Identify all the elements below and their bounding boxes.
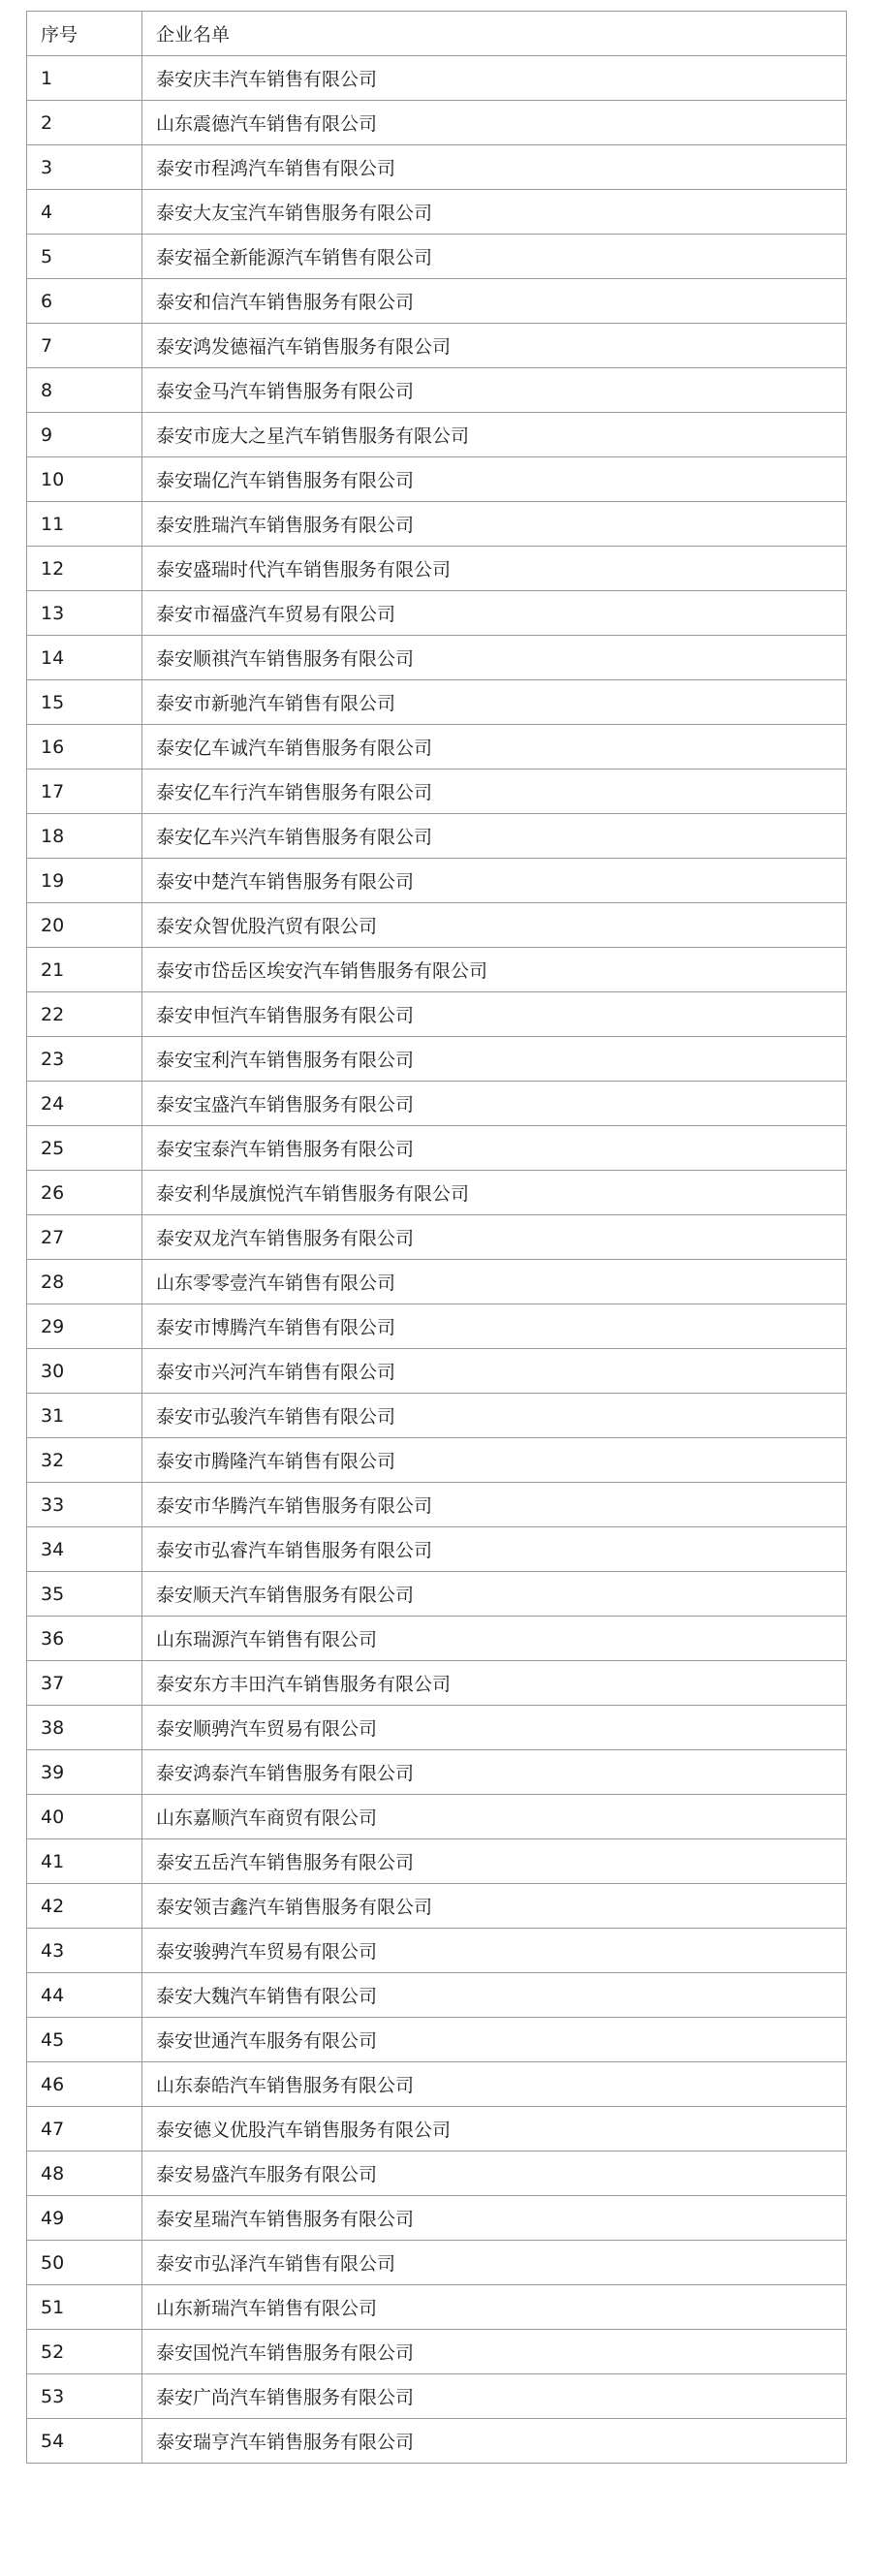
table-row [27,636,847,680]
table-row [27,2374,847,2419]
table-row [27,547,847,591]
table-row [27,1394,847,1438]
company-name-cell: 泰安市博腾汽车销售有限公司 [142,1304,847,1349]
serial-number-cell: 2 [27,101,142,145]
table-row [27,2285,847,2330]
serial-number-cell: 43 [27,1929,142,1973]
header-serial-number: 序号 [27,12,142,56]
company-name-cell: 泰安易盛汽车服务有限公司 [142,2152,847,2196]
table-row [27,235,847,279]
company-name-cell: 泰安大友宝汽车销售服务有限公司 [142,190,847,235]
company-name-cell: 泰安市华腾汽车销售服务有限公司 [142,1483,847,1527]
company-name-cell: 泰安顺天汽车销售服务有限公司 [142,1572,847,1617]
table-row [27,368,847,413]
table-row [27,1438,847,1483]
table-row [27,1171,847,1215]
table-row [27,1260,847,1304]
company-name-cell: 泰安顺骋汽车贸易有限公司 [142,1706,847,1750]
table-row [27,1795,847,1839]
serial-number-cell: 12 [27,547,142,591]
serial-number-cell: 33 [27,1483,142,1527]
serial-number-cell: 34 [27,1527,142,1572]
company-name-cell: 泰安市福盛汽车贸易有限公司 [142,591,847,636]
company-name-cell: 山东嘉顺汽车商贸有限公司 [142,1795,847,1839]
serial-number-cell: 1 [27,56,142,101]
company-name-cell: 泰安众智优股汽贸有限公司 [142,903,847,948]
serial-number-cell: 42 [27,1884,142,1929]
company-name-cell: 泰安盛瑞时代汽车销售服务有限公司 [142,547,847,591]
serial-number-cell: 52 [27,2330,142,2374]
company-name-cell: 泰安利华晟旗悦汽车销售服务有限公司 [142,1171,847,1215]
company-name-cell: 泰安市腾隆汽车销售有限公司 [142,1438,847,1483]
company-name-cell: 泰安德义优股汽车销售服务有限公司 [142,2107,847,2152]
table-row [27,2419,847,2464]
serial-number-cell: 50 [27,2241,142,2285]
serial-number-cell: 53 [27,2374,142,2419]
company-name-cell: 泰安五岳汽车销售服务有限公司 [142,1839,847,1884]
company-name-cell: 泰安鸿发德福汽车销售服务有限公司 [142,324,847,368]
serial-number-cell: 3 [27,145,142,190]
table-row [27,324,847,368]
company-name-cell: 泰安亿车行汽车销售服务有限公司 [142,770,847,814]
table-row [27,1349,847,1394]
serial-number-cell: 46 [27,2062,142,2107]
company-name-cell: 泰安宝盛汽车销售服务有限公司 [142,1082,847,1126]
serial-number-cell: 18 [27,814,142,859]
table-row [27,992,847,1037]
company-name-cell: 山东新瑞汽车销售有限公司 [142,2285,847,2330]
serial-number-cell: 26 [27,1171,142,1215]
serial-number-cell: 35 [27,1572,142,1617]
table-row [27,145,847,190]
serial-number-cell: 40 [27,1795,142,1839]
serial-number-cell: 24 [27,1082,142,1126]
company-name-cell: 泰安广尚汽车销售服务有限公司 [142,2374,847,2419]
company-name-cell: 泰安申恒汽车销售服务有限公司 [142,992,847,1037]
serial-number-cell: 44 [27,1973,142,2018]
table-header-row [27,12,847,56]
serial-number-cell: 45 [27,2018,142,2062]
table-row [27,1839,847,1884]
company-name-cell: 山东瑞源汽车销售有限公司 [142,1617,847,1661]
company-name-cell: 泰安市弘骏汽车销售有限公司 [142,1394,847,1438]
table-row [27,1706,847,1750]
table-body [27,56,847,2464]
serial-number-cell: 25 [27,1126,142,1171]
company-name-cell: 泰安瑞亿汽车销售服务有限公司 [142,457,847,502]
company-name-cell: 泰安中楚汽车销售服务有限公司 [142,859,847,903]
table-row [27,1617,847,1661]
serial-number-cell: 41 [27,1839,142,1884]
table-row [27,190,847,235]
serial-number-cell: 6 [27,279,142,324]
serial-number-cell: 30 [27,1349,142,1394]
serial-number-cell: 37 [27,1661,142,1706]
company-name-cell: 泰安亿车兴汽车销售服务有限公司 [142,814,847,859]
company-name-cell: 泰安市新驰汽车销售有限公司 [142,680,847,725]
header-company-name: 企业名单 [142,12,847,56]
table-row [27,1215,847,1260]
company-name-cell: 泰安市弘睿汽车销售服务有限公司 [142,1527,847,1572]
serial-number-cell: 32 [27,1438,142,1483]
company-name-cell: 泰安胜瑞汽车销售服务有限公司 [142,502,847,547]
company-name-cell: 泰安市兴河汽车销售有限公司 [142,1349,847,1394]
table-row [27,859,847,903]
company-name-cell: 泰安东方丰田汽车销售服务有限公司 [142,1661,847,1706]
serial-number-cell: 16 [27,725,142,770]
company-name-cell: 泰安市程鸿汽车销售有限公司 [142,145,847,190]
company-name-cell: 泰安瑞亨汽车销售服务有限公司 [142,2419,847,2464]
serial-number-cell: 39 [27,1750,142,1795]
serial-number-cell: 14 [27,636,142,680]
company-name-cell: 泰安顺祺汽车销售服务有限公司 [142,636,847,680]
table-row [27,413,847,457]
table-row [27,2152,847,2196]
serial-number-cell: 36 [27,1617,142,1661]
company-name-cell: 泰安星瑞汽车销售服务有限公司 [142,2196,847,2241]
table-row [27,814,847,859]
serial-number-cell: 28 [27,1260,142,1304]
table-row [27,1884,847,1929]
table-row [27,591,847,636]
table-row [27,2062,847,2107]
company-name-cell: 泰安福全新能源汽车销售有限公司 [142,235,847,279]
table-row [27,2018,847,2062]
serial-number-cell: 31 [27,1394,142,1438]
company-name-cell: 泰安国悦汽车销售服务有限公司 [142,2330,847,2374]
serial-number-cell: 19 [27,859,142,903]
table-row [27,948,847,992]
company-name-cell: 山东震德汽车销售有限公司 [142,101,847,145]
serial-number-cell: 7 [27,324,142,368]
company-name-cell: 泰安和信汽车销售服务有限公司 [142,279,847,324]
table-row [27,502,847,547]
serial-number-cell: 27 [27,1215,142,1260]
company-name-cell: 山东零零壹汽车销售有限公司 [142,1260,847,1304]
table-row [27,1483,847,1527]
table-row [27,1750,847,1795]
company-name-cell: 泰安市岱岳区埃安汽车销售服务有限公司 [142,948,847,992]
table-row [27,457,847,502]
serial-number-cell: 54 [27,2419,142,2464]
company-name-cell: 泰安宝利汽车销售服务有限公司 [142,1037,847,1082]
table-row [27,279,847,324]
company-name-cell: 泰安宝泰汽车销售服务有限公司 [142,1126,847,1171]
table-row [27,1527,847,1572]
table-row [27,1304,847,1349]
company-name-cell: 泰安领吉鑫汽车销售服务有限公司 [142,1884,847,1929]
serial-number-cell: 10 [27,457,142,502]
serial-number-cell: 48 [27,2152,142,2196]
company-name-cell: 泰安亿车诚汽车销售服务有限公司 [142,725,847,770]
table-row [27,903,847,948]
company-list-table [26,11,847,2464]
company-name-cell: 泰安双龙汽车销售服务有限公司 [142,1215,847,1260]
serial-number-cell: 21 [27,948,142,992]
table-row [27,1037,847,1082]
serial-number-cell: 38 [27,1706,142,1750]
table-row [27,1572,847,1617]
company-name-cell: 泰安鸿泰汽车销售服务有限公司 [142,1750,847,1795]
table-row [27,2107,847,2152]
serial-number-cell: 29 [27,1304,142,1349]
table-row [27,680,847,725]
company-name-cell: 泰安市庞大之星汽车销售服务有限公司 [142,413,847,457]
serial-number-cell: 51 [27,2285,142,2330]
serial-number-cell: 4 [27,190,142,235]
serial-number-cell: 49 [27,2196,142,2241]
serial-number-cell: 9 [27,413,142,457]
company-name-cell: 泰安金马汽车销售服务有限公司 [142,368,847,413]
serial-number-cell: 22 [27,992,142,1037]
company-name-cell: 泰安庆丰汽车销售有限公司 [142,56,847,101]
serial-number-cell: 17 [27,770,142,814]
table-row [27,1082,847,1126]
table-row [27,2330,847,2374]
company-name-cell: 泰安市弘泽汽车销售有限公司 [142,2241,847,2285]
serial-number-cell: 20 [27,903,142,948]
table-row [27,725,847,770]
company-name-cell: 山东泰皓汽车销售服务有限公司 [142,2062,847,2107]
serial-number-cell: 15 [27,680,142,725]
serial-number-cell: 8 [27,368,142,413]
table-row [27,1973,847,2018]
table-row [27,2196,847,2241]
serial-number-cell: 23 [27,1037,142,1082]
table-row [27,101,847,145]
table-row [27,1661,847,1706]
serial-number-cell: 13 [27,591,142,636]
table-row [27,56,847,101]
company-name-cell: 泰安大魏汽车销售有限公司 [142,1973,847,2018]
serial-number-cell: 5 [27,235,142,279]
serial-number-cell: 11 [27,502,142,547]
serial-number-cell: 47 [27,2107,142,2152]
table-row [27,2241,847,2285]
table-row [27,1126,847,1171]
table-row [27,1929,847,1973]
company-name-cell: 泰安骏骋汽车贸易有限公司 [142,1929,847,1973]
table-row [27,770,847,814]
company-name-cell: 泰安世通汽车服务有限公司 [142,2018,847,2062]
